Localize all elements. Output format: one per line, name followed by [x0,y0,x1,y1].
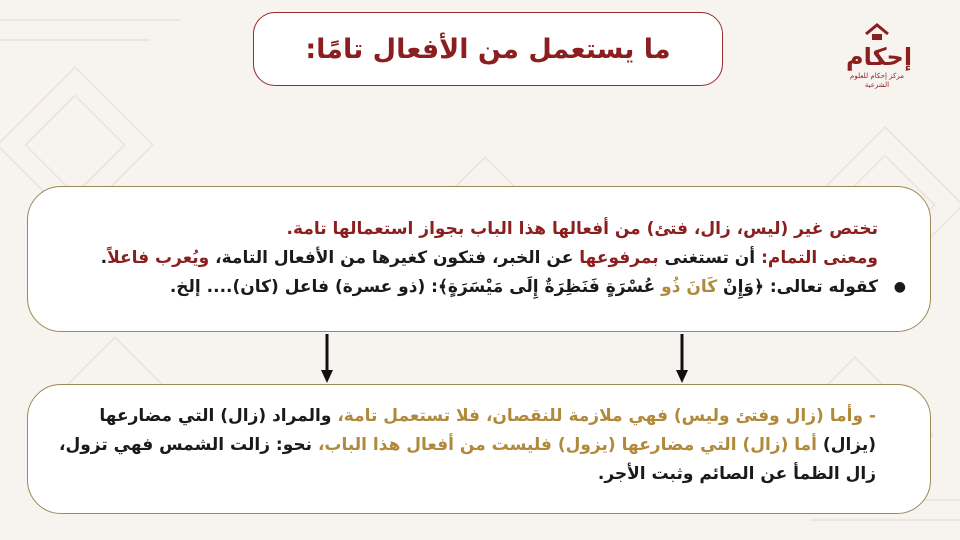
logo-roof-icon [864,22,890,42]
line2-part-d: ويُعرب فاعلاً [107,248,210,268]
definition-line-2 [54,244,878,273]
title-box [253,12,723,86]
line2-part-c: عن الخبر، فتكون كغيرها من الأفعال التامة، [209,248,580,268]
exception-text [52,402,876,489]
exception-part-a: - وأما (زال وفتئ وليس) فهي ملازمة للنقصان، فلا تستعمل تامة، [337,406,876,426]
line3-part-f: : (ذو عسرة) فاعل (كان).... إلخ. [169,277,438,297]
logo-name: إحكام [846,43,913,71]
line3-part-b: ﴿وَإِنْ [717,277,764,297]
line2-part-b: بمرفوعها [579,248,659,268]
brand-logo [846,22,913,96]
exception-box [27,384,931,514]
down-arrow-icon [675,334,689,384]
definition-text [54,215,906,302]
line3-part-d: ذُو [661,277,687,297]
line3-part-e: عُسْرَةٍ فَنَظِرَةٌ إِلَى مَيْسَرَةٍ﴾ [437,277,662,297]
example-line [54,273,906,302]
logo-subtitle: مركز إحكام للعلوم الشرعية [850,72,904,89]
line3-part-a: كقوله تعالى: [763,277,878,297]
down-arrow-icon [320,334,334,384]
tamam-label: ومعنى التمام: [761,248,878,268]
line2-part-a: أن تستغنى [658,248,756,268]
definition-line-1: تختص غير (ليس، زال، فتئ) من أفعالها هذا الباب بجواز استعمالها تامة. [286,219,878,239]
exception-part-b: والمراد (زال) التي مضارعها (يزال) [99,406,876,455]
page-title: ما يستعمل من الأفعال تامًا: [305,33,671,65]
definition-box [27,186,931,332]
line3-part-c: كَانَ [686,277,718,297]
exception-part-c: أما (زال) التي مضارعها (يزول) فليست من أفعال هذا الباب، [317,435,823,455]
bullet-icon: ● [893,279,906,295]
line2-part-e: . [100,248,108,268]
exception-part-d: نحو: زالت الشمس فهي تزول، زال الظمأ عن الصائم وثبت الأجر. [59,435,876,484]
